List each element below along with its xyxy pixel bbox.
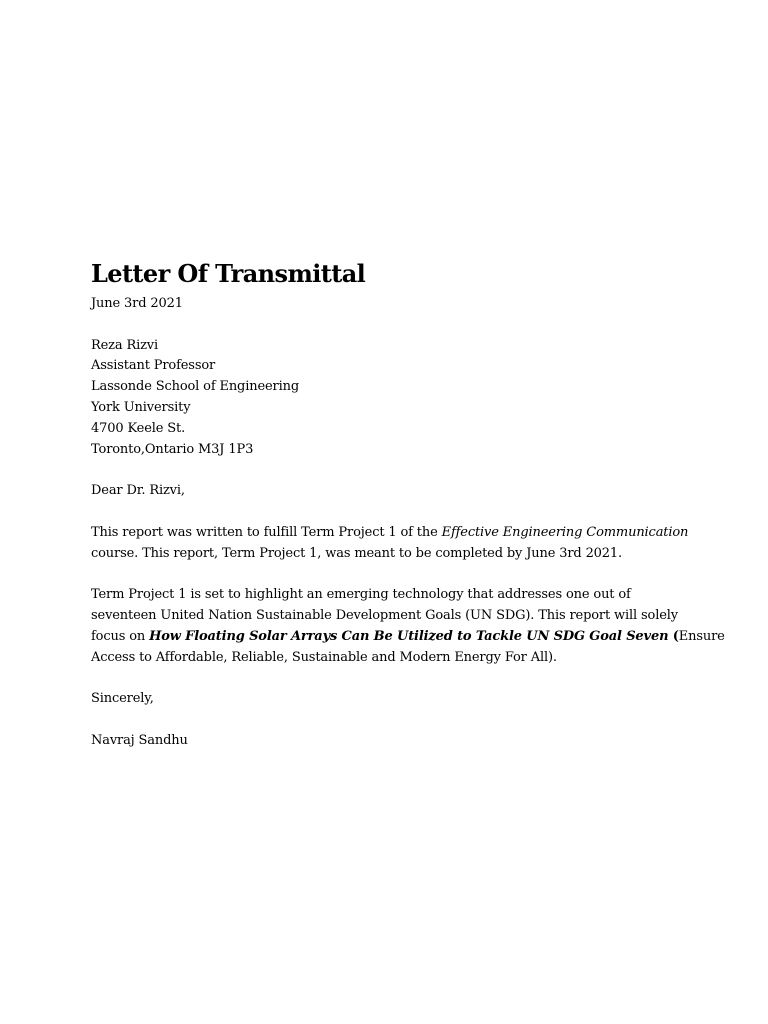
paragraph-topic	[91, 585, 725, 668]
recipient-university: York University	[91, 399, 191, 415]
recipient-position: Assistant Professor	[91, 358, 216, 374]
paren-open: (	[668, 628, 679, 644]
closing: Sincerely,	[91, 691, 154, 707]
recipient-address	[91, 336, 691, 461]
signature: Navraj Sandhu	[91, 732, 188, 748]
letter-body	[91, 256, 725, 752]
spacer	[91, 315, 691, 336]
paragraph-line	[91, 523, 691, 544]
recipient-city: Toronto,Ontario M3J 1P3	[91, 441, 254, 457]
paragraph-line: Access to Affordable, Reliable, Sustainable and Modern Energy For All).	[91, 649, 557, 665]
paragraph-line: Term Project 1 is set to highlight an emerging technology that addresses one out of	[91, 587, 631, 603]
spacer	[91, 668, 691, 689]
paragraph-line: course. This report, Term Project 1, was meant to be completed by June 3rd 2021.	[91, 545, 623, 561]
recipient-school: Lassonde School of Engineering	[91, 379, 300, 395]
paragraph-purpose	[91, 523, 691, 565]
spacer	[91, 460, 691, 481]
paragraph-line	[91, 627, 725, 648]
spacer	[91, 502, 691, 523]
spacer	[91, 564, 691, 585]
paragraph-text: focus on	[91, 628, 150, 644]
letter-date: June 3rd 2021	[91, 296, 183, 311]
paragraph-line: seventeen United Nation Sustainable Development Goals (UN SDG). This report will solely	[91, 607, 678, 623]
course-name: Effective Engineering Communication	[441, 524, 689, 540]
recipient-street: 4700 Keele St.	[91, 420, 186, 436]
salutation: Dear Dr. Rizvi,	[91, 483, 185, 499]
spacer	[91, 710, 691, 731]
paragraph-text: Ensure	[678, 628, 725, 644]
recipient-name: Reza Rizvi	[91, 337, 159, 353]
report-topic: How Floating Solar Arrays Can Be Utilized to Tackle UN SDG Goal Seven	[149, 628, 669, 644]
paragraph-text: This report was written to fulfill Term Project 1 of the	[91, 524, 442, 540]
page-title: Letter Of Transmittal	[91, 259, 366, 288]
